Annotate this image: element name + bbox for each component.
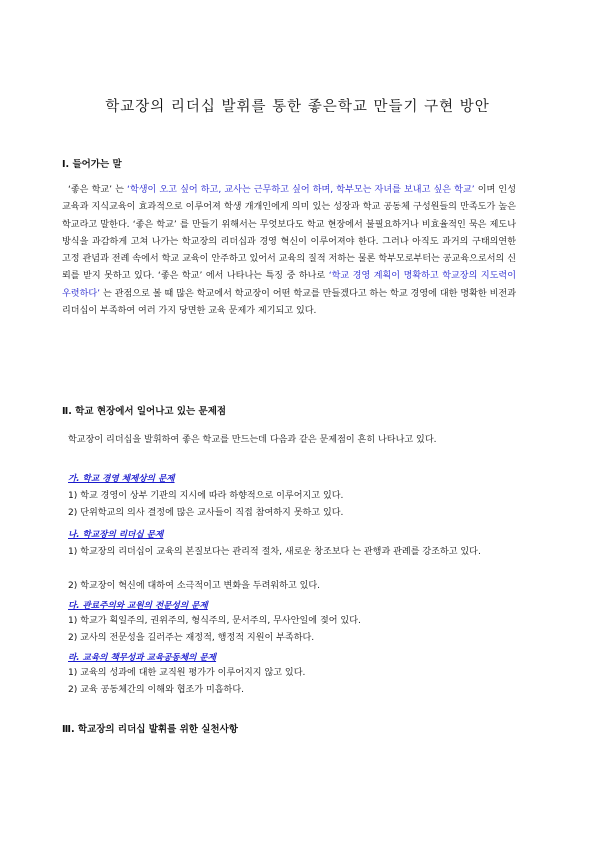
para-lead: ‘좋은 학교’ 는 [68,185,128,195]
section-3-heading: Ⅲ. 학교장의 리더십 발휘를 위한 실천사항 [62,724,238,735]
subheading-c: 다. 관료주의와 교원의 전문성의 문제 [68,601,208,611]
subheading-d: 라. 교육의 책무성과 교육공동체의 문제 [68,653,217,663]
subheading-b: 나. 학교장의 리더십 문제 [68,530,164,540]
document-title: 학교장의 리더십 발휘를 통한 좋은학교 만들기 구현 방안 [105,99,490,115]
quote-good-school-definition: ‘학생이 오고 싶어 하고, 교사는 근무하고 싶어 하며, 학부모는 자녀를 보내고 싶은 학교’ [127,185,475,195]
para-tail: 는 관점으로 볼 때 많은 학교에서 학교장이 어떤 학교를 만들겠다고 하는 학교 경영에 대한 명확한 비전과 리더십이 부족하여 여러 가지 당면한 교육 문제가 제기되고 있다. [62,288,516,317]
quote-leadership-trait: ‘학교 경영 계획이 명확하고 학교장의 지도력이 우렷하다’ [62,271,516,299]
list-item: 2) 교육 공동체간의 이해와 협조가 미흡하다. [68,685,245,695]
list-item: 1) 학교장의 리더십이 교육의 본질보다는 관리적 절차, 새로운 창조보다 는 관행과 관례를 강조하고 있다. [68,547,481,557]
list-item: 2) 교사의 전문성을 길러주는 재정적, 행정적 지원이 부족하다. [68,633,315,643]
section-1-paragraph [62,182,516,320]
list-item: 1) 학교가 획일주의, 권위주의, 형식주의, 문서주의, 무사안일에 젖어 있다. [68,616,361,626]
list-item: 1) 학교 경영이 상부 기관의 지시에 따라 하향적으로 이루어지고 있다. [68,491,344,501]
para-middle: 이며 인성교육과 지식교육이 효과적으로 이루어져 학생 개개인에게 의미 있는 성장과 학교 공동체 구성원들의 만족도가 높은 학교라고 말한다. ‘좋은 학교’ 를 만들기 위해서는 무엇보다도 학교 현장에서 불필요하거나 비효율적인 묵은 제도나 방식을 과감하게 고쳐 나가는 학교장의 리더십과 경영 혁신이 이루어져야 한다. 그러나 아직도 과거의 구태의연한 고정 관념과 전례 속에서 학교 교육이 안주하고 있어서 교육의 질적 저하는 물론 학부모로부터는 공교육으로서의 신뢰를 받지 못하고 있다. ‘좋은 학교’ 에서 나타나는 특징 중 하나로 [62,185,516,282]
section-2-heading: Ⅱ. 학교 현장에서 일어나고 있는 문제점 [62,406,227,417]
section-2-intro: 학교장이 리더십을 발휘하여 좋은 학교를 만드는데 다음과 같은 문제점이 흔히 나타나고 있다. [68,435,437,445]
section-1-heading: Ⅰ. 들어가는 말 [62,159,122,170]
list-item: 1) 교육의 성과에 대한 교직원 평가가 이루어지지 않고 있다. [68,668,306,678]
list-item: 2) 단위학교의 의사 결정에 많은 교사들이 직접 참여하지 못하고 있다. [68,508,344,518]
list-item: 2) 학교장이 혁신에 대하여 소극적이고 변화을 두려워하고 있다. [68,581,321,591]
subheading-a: 가. 학교 경영 체제상의 문제 [68,474,175,484]
